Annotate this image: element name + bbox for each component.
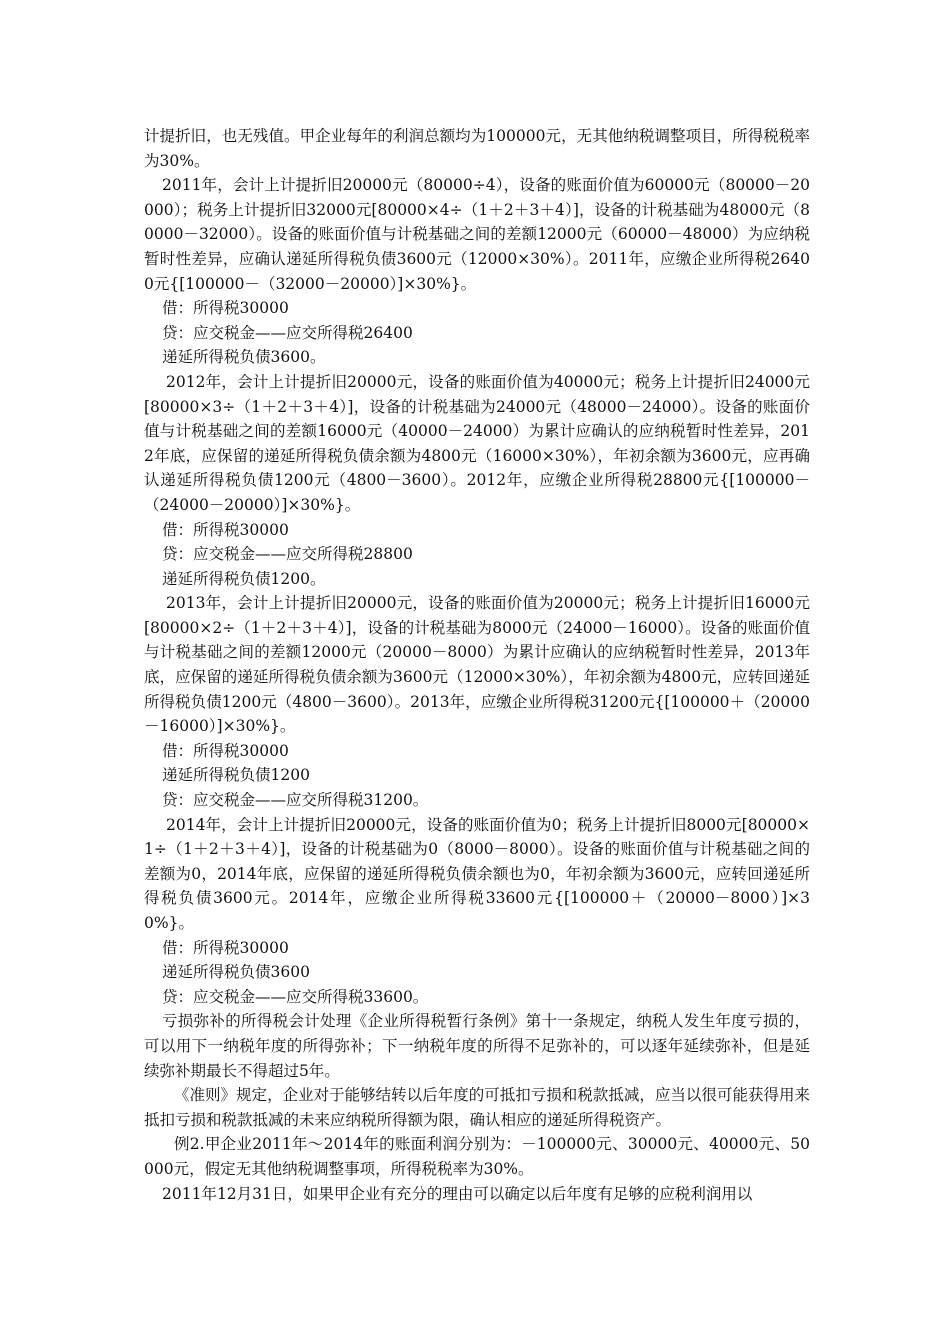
journal-entry-debit: 借：所得税30000 (162, 938, 289, 957)
document-page (144, 124, 810, 1206)
journal-entry-debit: 递延所得税负债1200 (162, 766, 310, 785)
journal-entry-credit: 贷：应交税金——应交所得税31200。 (162, 791, 429, 810)
paragraph-2011: 2011年，会计上计提折旧20000元（80000÷4），设备的账面价值为60000元（80000－20000）；税务上计提折旧32000元[80000×4÷（1＋2＋3＋4）]，设备的计税基础为48000元（80000－32000）。设备的账面价值与计税基础之间的差额12000元（60000－48000）为应纳税暂时性差异，应确认递延所得税负债3600元（12000×30%）。2011年，应缴企业所得税26400元{[100000－（32000－20000）]×30%}。 (144, 176, 810, 293)
paragraph-standard-rule: 《准则》规定，企业对于能够结转以后年度的可抵扣亏损和税款抵减，应当以很可能获得用来抵扣亏损和税款抵减的未来应纳税所得额为限，确认相应的递延所得税资产。 (144, 1086, 810, 1129)
journal-entry-credit: 递延所得税负债1200。 (162, 569, 326, 588)
paragraph-2013: 2013年，会计上计提折旧20000元，设备的账面价值为20000元；税务上计提折旧16000元[80000×2÷（1＋2＋3＋4）]，设备的计税基础为8000元（24000－16000）。设备的账面价值与计税基础之间的差额12000元（20000－8000）为累计应确认的应纳税暂时性差异，2013年底，应保留的递延所得税负债余额为3600元（12000×30%），年初余额为4800元，应转回递延所得税负债1200元（4800－3600）。2013年，应缴企业所得税31200元{[100000＋（20000－16000）]×30%}。 (144, 594, 810, 736)
journal-entry-credit: 递延所得税负债3600。 (162, 348, 326, 367)
journal-entry-debit: 递延所得税负债3600 (162, 963, 310, 982)
journal-entry-credit: 贷：应交税金——应交所得税26400 (162, 323, 413, 342)
paragraph-example-2: 例2.甲企业2011年～2014年的账面利润分别为：－100000元、30000元、40000元、50000元，假定无其他纳税调整事项，所得税税率为30%。 (144, 1135, 810, 1178)
paragraph-2011-dec-31: 2011年12月31日，如果甲企业有充分的理由可以确定以后年度有足够的应税利润用以 (162, 1184, 753, 1203)
journal-entry-debit: 借：所得税30000 (162, 520, 289, 539)
paragraph-2012: 2012年，会计上计提折旧20000元，设备的账面价值为40000元；税务上计提折旧24000元[80000×3÷（1＋2＋3＋4）]，设备的计税基础为24000元（48000－24000）。设备的账面价值与计税基础之间的差额16000元（40000－24000）为累计应确认的应纳税暂时性差异，2012年底，应保留的递延所得税负债余额为4800元（16000×30%），年初余额为3600元，应再确认递延所得税负债1200元（4800－3600）。2012年，应缴企业所得税28800元{[100000－（24000－20000）]×30%}。 (144, 372, 810, 514)
paragraph-intro: 计提折旧，也无残值。甲企业每年的利润总额均为100000元，无其他纳税调整项目，所得税税率为30%。 (144, 127, 810, 170)
paragraph-2014: 2014年，会计上计提折旧20000元，设备的账面价值为0；税务上计提折旧8000元[80000×1÷（1＋2＋3＋4）]，设备的计税基础为0（8000－8000）。设备的账面价值与计税基础之间的差额为0，2014年底，应保留的递延所得税负债余额也为0，年初余额为3600元，应转回递延所得税负债3600元。2014年，应缴企业所得税33600元{[100000＋（20000－8000）]×30%}。 (144, 815, 810, 932)
journal-entry-debit: 借：所得税30000 (162, 299, 289, 318)
paragraph-loss-offset-rule: 亏损弥补的所得税会计处理《企业所得税暂行条例》第十一条规定，纳税人发生年度亏损的，可以用下一纳税年度的所得弥补；下一纳税年度的所得不足弥补的，可以逐年延续弥补，但是延续弥补期最长不得超过5年。 (144, 1012, 810, 1080)
journal-entry-debit: 借：所得税30000 (162, 741, 289, 760)
journal-entry-credit: 贷：应交税金——应交所得税28800 (162, 545, 413, 564)
journal-entry-credit: 贷：应交税金——应交所得税33600。 (162, 987, 429, 1006)
